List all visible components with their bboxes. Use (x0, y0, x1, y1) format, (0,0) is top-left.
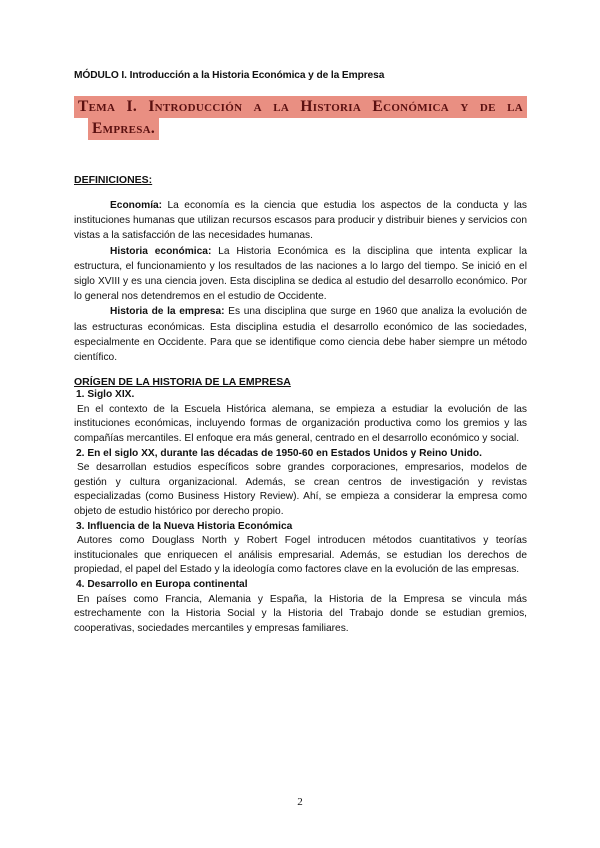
definition-term: Historia de la empresa: (110, 306, 225, 318)
definition-item (74, 198, 527, 244)
definition-text: La Historia Económica es la disciplina que intenta explicar la estructura, el funcionamiento y los resultados de las naciones a lo largo del tiempo. Se inició en el siglo XVIII y es una ciencia joven. Esta disciplina se dedica al estudio del desarrollo económico. Por lo general nos detendremos en el estudio de Occidente. (74, 245, 527, 303)
section-title: 2. En el siglo XX, durante las décadas de 1950-60 en Estados Unidos y Reino Unido. (76, 447, 482, 459)
origen-heading: ORÍGEN DE LA HISTORIA DE LA EMPRESA (74, 376, 291, 389)
section-title: 4. Desarrollo en Europa continental (76, 578, 248, 590)
section-text: En países como Francia, Alemania y España, la Historia de la Empresa se vincula más estrechamente con la Historia Social y la Historia del Trabajo donde se estudian gremios, cooperativas, sociedades mercantiles y empresas familiares. (74, 593, 527, 634)
definition-term: Historia económica: (110, 245, 212, 257)
definition-text: La economía es la ciencia que estudia los aspectos de la conducta y las instituciones humanas que utilizan recursos escasos para producir y distribuir bienes y servicios con vistas a la satisfacción de las necesidades humanas. (74, 200, 527, 242)
document-page (74, 64, 527, 636)
page-number: 2 (297, 796, 303, 808)
section-title: 3. Influencia de la Nueva Historia Económica (76, 520, 293, 532)
definition-term: Economía: (110, 200, 163, 211)
section-text: Se desarrollan estudios específicos sobre grandes corporaciones, empresarios, modelos de gestión y cultura organizacional. Además, se crean centros de investigación y revistas especializadas (como Business History Review). Ahí, se empieza a considerar la empresa como objeto de estudio histórico por derecho propio. (74, 462, 527, 517)
definition-item (74, 244, 527, 305)
module-header: MÓDULO I. Introducción a la Historia Económica y de la Empresa (74, 70, 385, 81)
section-title: 1. Siglo XIX. (76, 389, 135, 401)
tema-title (74, 96, 527, 140)
section-text: En el contexto de la Escuela Histórica alemana, se empieza a estudiar la evolución de las instituciones económicas, incluyendo formas de organización productiva como los gremios y las compañías mercantiles. El enfoque era más general, centrado en el desarrollo económico y social. (74, 403, 527, 445)
tema-title-line1: Tema I. Introducción a la Historia Económica y de la (74, 96, 527, 118)
section-text: Autores como Douglass North y Robert Fogel introducen métodos cuantitativos y teorías institucionales que enriquecen el análisis empresarial. Además, se estudian los derechos de propiedad, el papel del Estado y la ideología como factores clave en la evolución de las empresas. (74, 535, 527, 576)
definition-text: Es una disciplina que surge en 1960 que analiza la evolución de las estructuras económicas. Esta disciplina estudia el desarrollo económico de las sociedades, especialmente en Occidente. Para que se identifique como ciencia debe haber siempre un método científico. (74, 306, 527, 364)
definiciones-heading: DEFINICIONES: (74, 174, 153, 186)
definition-item (74, 304, 527, 365)
definiciones-list (74, 198, 527, 365)
origen-sections (74, 388, 527, 636)
tema-title-line2: Empresa. (88, 118, 159, 140)
